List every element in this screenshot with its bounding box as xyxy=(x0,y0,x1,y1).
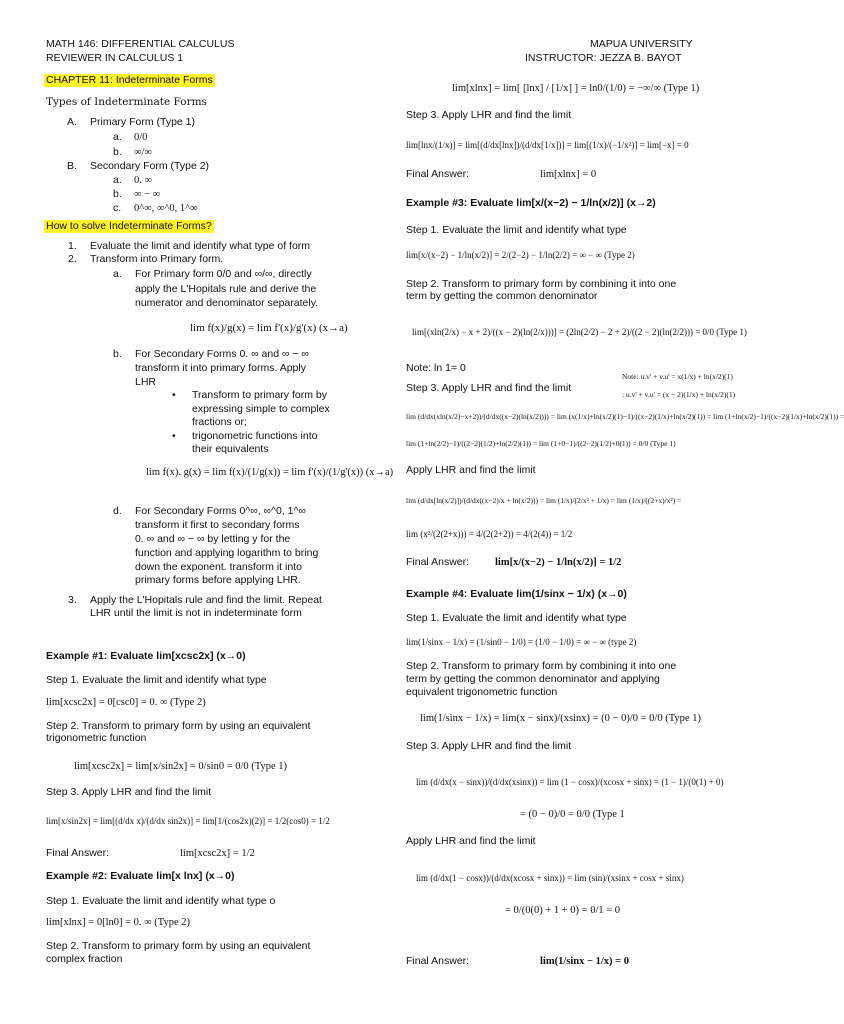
ex1-step2-line1: Step 2. Transform to primary form by using an equivalent xyxy=(46,720,311,732)
ex1-step3: Step 3. Apply LHR and find the limit xyxy=(46,786,212,798)
chapter-title: CHAPTER 11: Indeterminate Forms xyxy=(46,74,213,86)
ex3-lhr-math-1: lim (d/dx[ln(x/2)])/(d/dx((x−2)/x + ln(x/2))) = lim (1/x)/(2/x² + 1/x) = lim (1/x)/((2+x)/x²) = xyxy=(406,496,682,505)
step3-line1: Apply the L'Hopitals rule and find the limit. Repeat xyxy=(90,594,322,606)
note-ln: Note: ln 1= 0 xyxy=(406,362,466,374)
instructor: INSTRUCTOR: JEZZA B. BAYOT xyxy=(525,52,682,64)
ex4-step1-math: lim(1/sinx − 1/x) = (1/sin0 − 1/0) = (1/0 − 1/0) = ∞ − ∞ (type 2) xyxy=(406,637,637,647)
ex4-step2-line1: Step 2. Transform to primary form by combining it into one xyxy=(406,660,677,672)
ex2-step2-math: lim[xlnx] = lim[ [lnx] / [1/x] ] = ln0/(1/0) = −∞/∞ (Type 1) xyxy=(452,83,700,94)
ex3-final-label: Final Answer: xyxy=(406,556,470,568)
a-line2: apply the L'Hopitals rule and derive the xyxy=(135,283,317,295)
sec-a-value: 0. ∞ xyxy=(134,175,152,186)
ex3-step2-line2: term by getting the common denominator xyxy=(406,290,598,302)
ex3-lhr: Apply LHR and find the limit xyxy=(406,464,536,476)
step3-line2: LHR until the limit is not in indeterminate form xyxy=(90,607,302,619)
b-line2: transform it into primary forms. Apply xyxy=(135,362,306,374)
bullet1-line2: expressing simple to complex xyxy=(192,403,330,415)
bullet1-line3: fractions or; xyxy=(192,416,247,428)
ex2-final-answer: lim[xlnx] = 0 xyxy=(540,169,597,180)
ex4-final-answer: lim(1/sinx − 1/x) = 0 xyxy=(540,956,629,967)
bullet1-line1: Transform to primary form by xyxy=(192,389,327,401)
bullet1-dot: • xyxy=(172,389,176,401)
ex3-step2-math: lim[(xln(2/x) − x + 2)/((x − 2)(ln(2/x)))] = (2ln(2/2) − 2 + 2)/((2 − 2)(ln(2/2))) = 0/0 (Type 1) xyxy=(412,327,747,337)
d-label: d. xyxy=(113,505,122,517)
step2-text: Transform into Primary form. xyxy=(90,253,224,265)
ex3-step2-line1: Step 2. Transform to primary form by combining it into one xyxy=(406,278,677,290)
d-line2: transform it first to secondary forms xyxy=(135,519,300,531)
primary-a-label: a. xyxy=(113,131,122,143)
ex3-title: Example #3: Evaluate lim[x/(x−2) − 1/ln(x/2)] (x→2) xyxy=(406,197,656,209)
ex3-step3: Step 3. Apply LHR and find the limit xyxy=(406,382,572,394)
ex3-step1-math: lim[x/(x−2) − 1/ln(x/2)] = 2/(2−2) − 1/ln(2/2) = ∞ − ∞ (Type 2) xyxy=(406,250,635,260)
ex2-step1-math: lim[xlnx] = 0[ln0] = 0. ∞ (Type 2) xyxy=(46,917,190,928)
note-side-2: : u.v' + v.u' = (x − 2)(1/x) + ln(x/2)(1) xyxy=(622,390,736,399)
ex3-step1: Step 1. Evaluate the limit and identify what type xyxy=(406,224,627,236)
ex4-step3-math-1: lim (d/dx(x − sinx))/(d/dx(xsinx)) = lim (1 − cosx)/(xcosx + sinx) = (1 − 1)/(0(1) + 0) xyxy=(416,777,724,787)
ex4-step3: Step 3. Apply LHR and find the limit xyxy=(406,740,572,752)
types-heading: Types of Indeterminate Forms xyxy=(46,96,207,108)
bullet2-line2: their equivalents xyxy=(192,443,269,455)
ex1-final-answer: lim[xcsc2x] = 1/2 xyxy=(180,848,255,859)
ex2-title: Example #2: Evaluate lim[x lnx] (x→0) xyxy=(46,870,235,882)
ex2-step2-line2: complex fraction xyxy=(46,953,123,965)
ex1-final-label: Final Answer: xyxy=(46,847,110,859)
university: MAPUA UNIVERSITY xyxy=(590,38,693,50)
bullet2-line1: trigonometric functions into xyxy=(192,430,318,442)
ex2-final-label: Final Answer: xyxy=(406,168,470,180)
secondary-form: Secondary Form (Type 2) xyxy=(90,160,210,172)
ex1-step2-line2: trigonometric function xyxy=(46,732,147,744)
ex2-step3-math: lim[lnx/(1/x)] = lim[(d/dx[lnx])/(d/dx[1/x])] = lim[(1/x)/(−1/x²)] = lim[−x] = 0 xyxy=(406,140,689,150)
ex1-step2-math: lim[xcsc2x] = lim[x/sin2x] = 0/sin0 = 0/0 (Type 1) xyxy=(74,761,288,772)
sec-a-label: a. xyxy=(113,174,122,186)
ex2-step1: Step 1. Evaluate the limit and identify what type o xyxy=(46,895,276,907)
d-line6: primary forms before applying LHR. xyxy=(135,574,301,586)
ex4-lhr-math-1: lim (d/dx(1 − cosx))/(d/dx(xcosx + sinx)) = lim (sin)/(xsinx + cosx + sinx) xyxy=(416,873,684,883)
ex3-step3-math-2: lim (1+ln(2/2)−1)/((2−2)(1/2)+ln(2/2)(1)) = lim (1+0−1)/((2−2)(1/2)+0(1)) = 0/0 (Type 1) xyxy=(406,439,676,448)
ex4-step2-math: lim(1/sinx − 1/x) = lim(x − sinx)/(xsinx) = (0 − 0)/0 = 0/0 (Type 1) xyxy=(420,713,701,724)
ex2-step2-line1: Step 2. Transform to primary form by using an equivalent xyxy=(46,940,311,952)
ex4-lhr-math-2: = 0/(0(0) + 1 + 0) = 0/1 = 0 xyxy=(505,905,621,916)
b-line1: For Secondary Forms 0. ∞ and ∞ − ∞ xyxy=(135,348,309,360)
ex3-final-answer: lim[x/(x−2) − 1/ln(x/2)] = 1/2 xyxy=(495,557,622,568)
ex3-step3-math-1: lim (d/dx(xln(x/2)−x+2))/(d/dx((x−2)(ln(x/2)))) = lim (x(1/x)+ln(x/2)(1)−1)/((x−2)(1/x)+ln(x/2)(1)) = lim (1+ln(x/2)−1)/((x−2)(1/x)+ln(x/2)(1)) = xyxy=(406,412,844,421)
step2-num: 2. xyxy=(68,253,77,265)
ex4-step2-line2: term by getting the common denominator and applying xyxy=(406,673,660,685)
step1-num: 1. xyxy=(68,240,77,252)
d-line1: For Secondary Forms 0^∞, ∞^0, 1^∞ xyxy=(135,505,306,517)
b-line3: LHR xyxy=(135,376,157,388)
sec-b-label: b. xyxy=(113,188,122,200)
ex4-final-label: Final Answer: xyxy=(406,955,470,967)
bullet2-dot: • xyxy=(172,430,176,442)
primary-label: A. xyxy=(67,116,77,128)
primary-b-value: ∞/∞ xyxy=(134,147,152,158)
a-line3: numerator and denominator separately. xyxy=(135,297,319,309)
ex3-lhr-math-2: lim (x²/(2(2+x))) = 4/(2(2+2)) = 4/(2(4)) = 1/2 xyxy=(406,529,573,539)
ex1-step1-math: lim[xcsc2x] = 0[csc0] = 0. ∞ (Type 2) xyxy=(46,697,206,708)
ex1-step3-math: lim[x/sin2x] = lim[(d/dx x)/(d/dx sin2x)] = lim[1/(cos2x)(2)] = 1/2(cos0) = 1/2 xyxy=(46,816,330,826)
step3-num: 3. xyxy=(68,594,77,606)
primary-a-value: 0/0 xyxy=(134,132,148,143)
ex4-step3-math-2: = (0 − 0)/0 = 0/0 (Type 1 xyxy=(520,809,625,820)
d-line5: down the exponent. transform it into xyxy=(135,561,302,573)
ex4-title: Example #4: Evaluate lim(1/sinx − 1/x) (x→0) xyxy=(406,588,627,600)
primary-form: Primary Form (Type 1) xyxy=(90,116,196,128)
a-label: a. xyxy=(113,268,122,280)
ex1-step1: Step 1. Evaluate the limit and identify what type xyxy=(46,674,267,686)
sec-c-label: c. xyxy=(113,202,122,214)
course-title: MATH 146: DIFFERENTIAL CALCULUS xyxy=(46,38,235,50)
b-label: b. xyxy=(113,348,122,360)
ex4-lhr: Apply LHR and find the limit xyxy=(406,835,536,847)
d-line3: 0. ∞ and ∞ − ∞ by letting y for the xyxy=(135,533,291,545)
sec-c-value: 0^∞, ∞^0, 1^∞ xyxy=(134,203,198,214)
howto-heading: How to solve Indeterminate Forms? xyxy=(46,220,212,232)
reviewer-title: REVIEWER IN CALCULUS 1 xyxy=(46,52,184,64)
step1-text: Evaluate the limit and identify what type of form xyxy=(90,240,311,252)
d-line4: function and applying logarithm to bring xyxy=(135,547,319,559)
sec-b-value: ∞ − ∞ xyxy=(134,189,161,200)
secondary-label: B. xyxy=(67,160,77,172)
primary-b-label: b. xyxy=(113,146,122,158)
ex1-title: Example #1: Evaluate lim[xcsc2x] (x→0) xyxy=(46,650,246,662)
ex2-step3: Step 3. Apply LHR and find the limit xyxy=(406,109,572,121)
ex4-step1: Step 1. Evaluate the limit and identify what type xyxy=(406,612,627,624)
note-side-1: Note: u.v' + v.u' = x(1/x) + ln(x/2)(1) xyxy=(622,372,733,381)
ex4-step2-line3: equivalent trigonometric function xyxy=(406,686,558,698)
b-formula: lim f(x). g(x) = lim f(x)/(1/g(x)) = lim f'(x)/(1/g'(x)) (x→a) xyxy=(146,467,394,478)
a-line1: For Primary form 0/0 and ∞/∞, directly xyxy=(135,268,312,280)
a-formula: lim f(x)/g(x) = lim f'(x)/g'(x) (x→a) xyxy=(190,322,348,334)
